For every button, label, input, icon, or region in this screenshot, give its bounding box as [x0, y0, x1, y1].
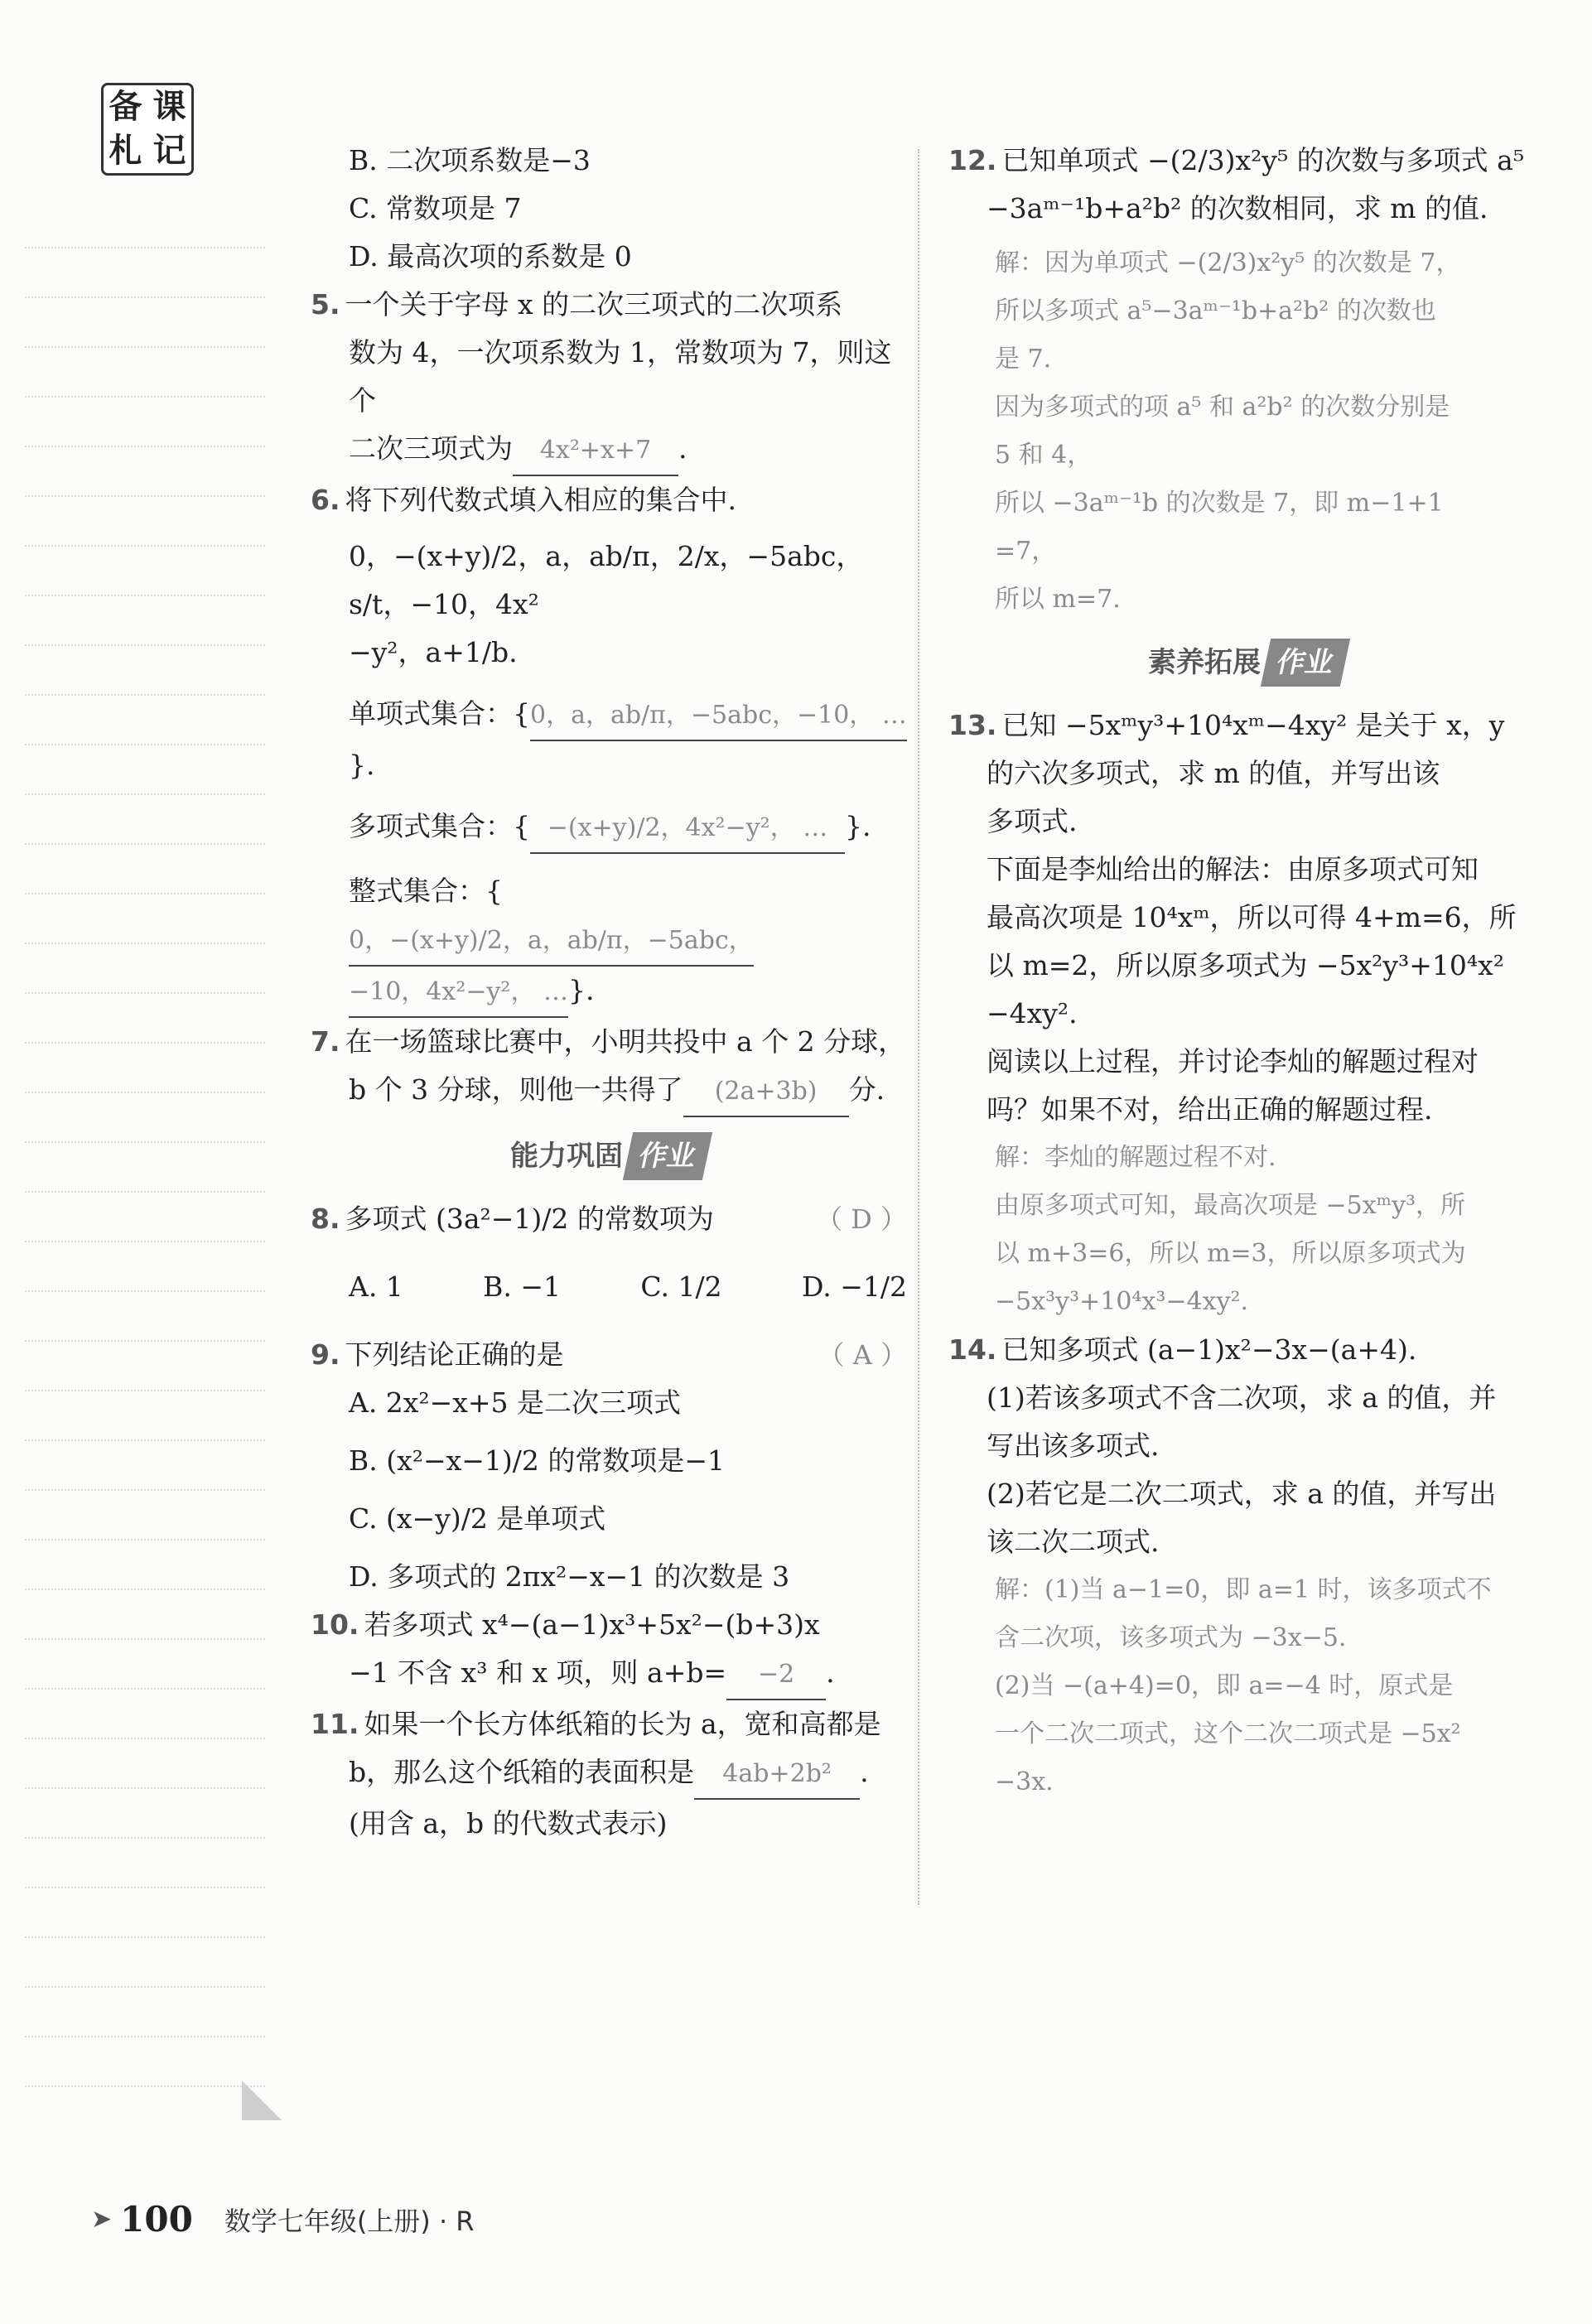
column-divider: [918, 149, 919, 1905]
q13-line: 下面是李灿给出的解法：由原多项式可知: [987, 853, 1479, 885]
solution-line: 所以 m=7.: [995, 585, 1121, 614]
q8-stem: 多项式 (3a²−1)/2 的常数项为: [345, 1203, 714, 1235]
q7-line1: 在一场篮球比赛中，小明共投中 a 个 2 分球，: [345, 1025, 906, 1058]
q5-line2: 数为 4，一次项系数为 1，常数项为 7，则这个: [349, 336, 892, 417]
q7-answer: (2a+3b): [683, 1068, 849, 1117]
solution-line: 解：(1)当 a−1=0，即 a=1 时，该多项式不: [995, 1575, 1492, 1604]
q10-period: .: [826, 1656, 835, 1689]
section-tag: 作业: [623, 1132, 712, 1180]
solution-line: =7，: [995, 537, 1057, 566]
question-8: [311, 1195, 907, 1311]
option-a: A. 1: [349, 1270, 403, 1303]
q4-option-b: B. 二次项系数是−3: [349, 144, 591, 176]
notes-char: 备: [109, 88, 142, 126]
solution-line: 解：因为单项式 −(2/3)x²y⁵ 的次数是 7，: [995, 248, 1461, 277]
q10-line2: −1 不含 x³ 和 x 项，则 a+b=: [349, 1656, 727, 1689]
question-13: [948, 702, 1545, 1326]
solution-line: 以 m+3=6，所以 m=3，所以原多项式为: [995, 1239, 1466, 1268]
q5-line1: 一个关于字母 x 的二次三项式的二次项系: [345, 288, 843, 321]
section-heading-literacy: [948, 639, 1545, 687]
question-9: [311, 1331, 907, 1601]
question-number: 6.: [311, 484, 340, 516]
right-column: [948, 137, 1545, 1806]
q14-line: 该二次二项式.: [987, 1526, 1160, 1558]
page-footer: [91, 2199, 475, 2240]
polynomial-set-label: 多项式集合：{: [349, 810, 530, 842]
solution-line: (2)当 −(a+4)=0，即 a=−4 时，原式是: [995, 1671, 1454, 1700]
q13-line: 吗？如果不对，给出正确的解题过程.: [987, 1093, 1433, 1126]
q13-line: 阅读以上过程，并讨论李灿的解题过程对: [987, 1045, 1479, 1078]
option-c: C. (x−y)/2 是单项式: [349, 1502, 606, 1535]
integral-set-answer-2: −10，4x²−y²， …: [349, 968, 568, 1018]
q13-line: 多项式.: [987, 805, 1078, 837]
q11-line3: (用含 a，b 的代数式表示): [349, 1807, 668, 1839]
q5-line3: 二次三项式为: [349, 432, 513, 465]
solution-line: 一个二次二项式，这个二次二项式是 −5x²: [995, 1719, 1461, 1748]
q6-expressions-1: 0，−(x+y)/2，a，ab/π，2/x，−5abc，s/t，−10，4x²: [349, 540, 864, 620]
question-number: 12.: [948, 144, 997, 176]
notes-char: 记: [152, 132, 186, 170]
q14-line: 已知多项式 (a−1)x²−3x−(a+4).: [1001, 1333, 1417, 1366]
q14-line: (2)若它是二次二项式，求 a 的值，并写出: [987, 1478, 1497, 1510]
q6-stem: 将下列代数式填入相应的集合中.: [345, 484, 736, 516]
integral-set-answer-1: 0，−(x+y)/2，a，ab/π，−5abc，: [349, 917, 754, 967]
solution-line: 由原多项式可知，最高次项是 −5xᵐy³，所: [995, 1191, 1466, 1220]
q10-line1: 若多项式 x⁴−(a−1)x³+5x²−(b+3)x: [364, 1608, 820, 1641]
solution-line: 5 和 4，: [995, 441, 1093, 470]
question-number: 8.: [311, 1203, 340, 1235]
solution-line: 含二次项，该多项式为 −3x−5.: [995, 1623, 1347, 1652]
q13-line: 最高次项是 10⁴xᵐ，所以可得 4+m=6，所: [987, 901, 1517, 933]
option-b: B. −1: [483, 1270, 562, 1303]
solution-line: 解：李灿的解题过程不对.: [995, 1143, 1276, 1172]
q5-period: .: [678, 432, 687, 465]
q10-answer: −2: [726, 1651, 826, 1700]
q14-line: 写出该多项式.: [987, 1430, 1160, 1462]
question-5: [311, 281, 907, 476]
notes-badge: [101, 83, 194, 176]
question-number: 11.: [311, 1708, 359, 1740]
arrow-icon: ➤: [91, 2205, 113, 2234]
solution-line: 因为多项式的项 a⁵ 和 a²b² 的次数分别是: [995, 393, 1450, 422]
q11-line1: 如果一个长方体纸箱的长为 a，宽和高都是: [364, 1708, 881, 1740]
q8-options: [311, 1263, 907, 1311]
set-close: }.: [349, 749, 375, 781]
question-7: [311, 1018, 907, 1117]
q4-option-d: D. 最高次项的系数是 0: [349, 240, 632, 272]
question-number: 7.: [311, 1025, 340, 1058]
q14-line: (1)若该多项式不含二次项，求 a 的值，并: [987, 1381, 1497, 1414]
q12-line2: −3aᵐ⁻¹b+a²b² 的次数相同，求 m 的值.: [987, 192, 1488, 224]
q6-expressions-2: −y²，a+1/b.: [349, 636, 518, 668]
integral-set-label: 整式集合：{: [349, 875, 503, 907]
q13-line: 已知 −5xᵐy³+10⁴xᵐ−4xy² 是关于 x，y: [1001, 709, 1505, 741]
option-d: D. −1/2: [801, 1270, 907, 1303]
solution-line: −3x.: [995, 1767, 1054, 1796]
question-number: 9.: [311, 1338, 340, 1371]
option-a: A. 2x²−x+5 是二次三项式: [349, 1386, 682, 1419]
question-10: [311, 1601, 907, 1700]
q11-line2: b，那么这个纸箱的表面积是: [349, 1756, 695, 1788]
question-number: 14.: [948, 1333, 997, 1366]
option-b: B. (x²−x−1)/2 的常数项是−1: [349, 1444, 725, 1477]
q9-answer: （ A ）: [818, 1339, 907, 1371]
q9-stem: 下列结论正确的是: [345, 1338, 564, 1371]
question-number: 13.: [948, 709, 997, 741]
set-close: }.: [568, 974, 595, 1006]
question-12: [948, 137, 1545, 624]
monomial-set-answer: 0，a，ab/π，−5abc，−10， …: [530, 692, 907, 741]
option-c: C. 1/2: [640, 1270, 722, 1303]
q8-answer: （ D ）: [815, 1203, 907, 1235]
q5-answer: 4x²+x+7: [513, 427, 678, 476]
q13-line: 以 m=2，所以原多项式为 −5x²y³+10⁴x²: [987, 949, 1504, 981]
book-title: 数学七年级(上册) · R: [224, 2205, 475, 2237]
question-6: [311, 476, 907, 1018]
solution-line: 所以 −3aᵐ⁻¹b 的次数是 7，即 m−1+1: [995, 489, 1444, 518]
notes-char: 札: [109, 132, 142, 170]
q7-line2: b 个 3 分球，则他一共得了: [349, 1073, 683, 1106]
q11-period: .: [860, 1756, 869, 1788]
q13-line: 的六次多项式，求 m 的值，并写出该: [987, 757, 1440, 789]
q4-option-c: C. 常数项是 7: [349, 192, 522, 224]
left-column: [311, 137, 907, 1848]
q13-line: −4xy².: [987, 997, 1078, 1029]
q12-line1: 已知单项式 −(2/3)x²y⁵ 的次数与多项式 a⁵: [1001, 144, 1525, 176]
q7-unit: 分.: [848, 1073, 885, 1106]
solution-line: 是 7.: [995, 345, 1052, 374]
question-14: [948, 1326, 1545, 1806]
notes-char: 课: [152, 88, 186, 126]
question-number: 10.: [311, 1608, 359, 1641]
question-number: 5.: [311, 288, 340, 321]
solution-line: −5x³y³+10⁴x³−4xy².: [995, 1287, 1249, 1316]
notes-lines: [25, 199, 265, 2087]
corner-mark: [242, 2081, 282, 2120]
page-number: 100: [120, 2199, 193, 2240]
q11-answer: 4ab+2b²: [694, 1750, 860, 1800]
section-tag: 作业: [1261, 639, 1350, 687]
question-11: [311, 1700, 907, 1848]
set-close: }.: [845, 810, 871, 842]
section-heading-ability: [311, 1132, 907, 1180]
section-title: 素养拓展: [1148, 646, 1261, 679]
section-title: 能力巩固: [510, 1140, 623, 1173]
polynomial-set-answer: −(x+y)/2，4x²−y²， …: [530, 804, 845, 854]
option-d: D. 多项式的 2πx²−x−1 的次数是 3: [349, 1560, 790, 1593]
monomial-set-label: 单项式集合：{: [349, 697, 530, 730]
solution-line: 所以多项式 a⁵−3aᵐ⁻¹b+a²b² 的次数也: [995, 297, 1436, 325]
